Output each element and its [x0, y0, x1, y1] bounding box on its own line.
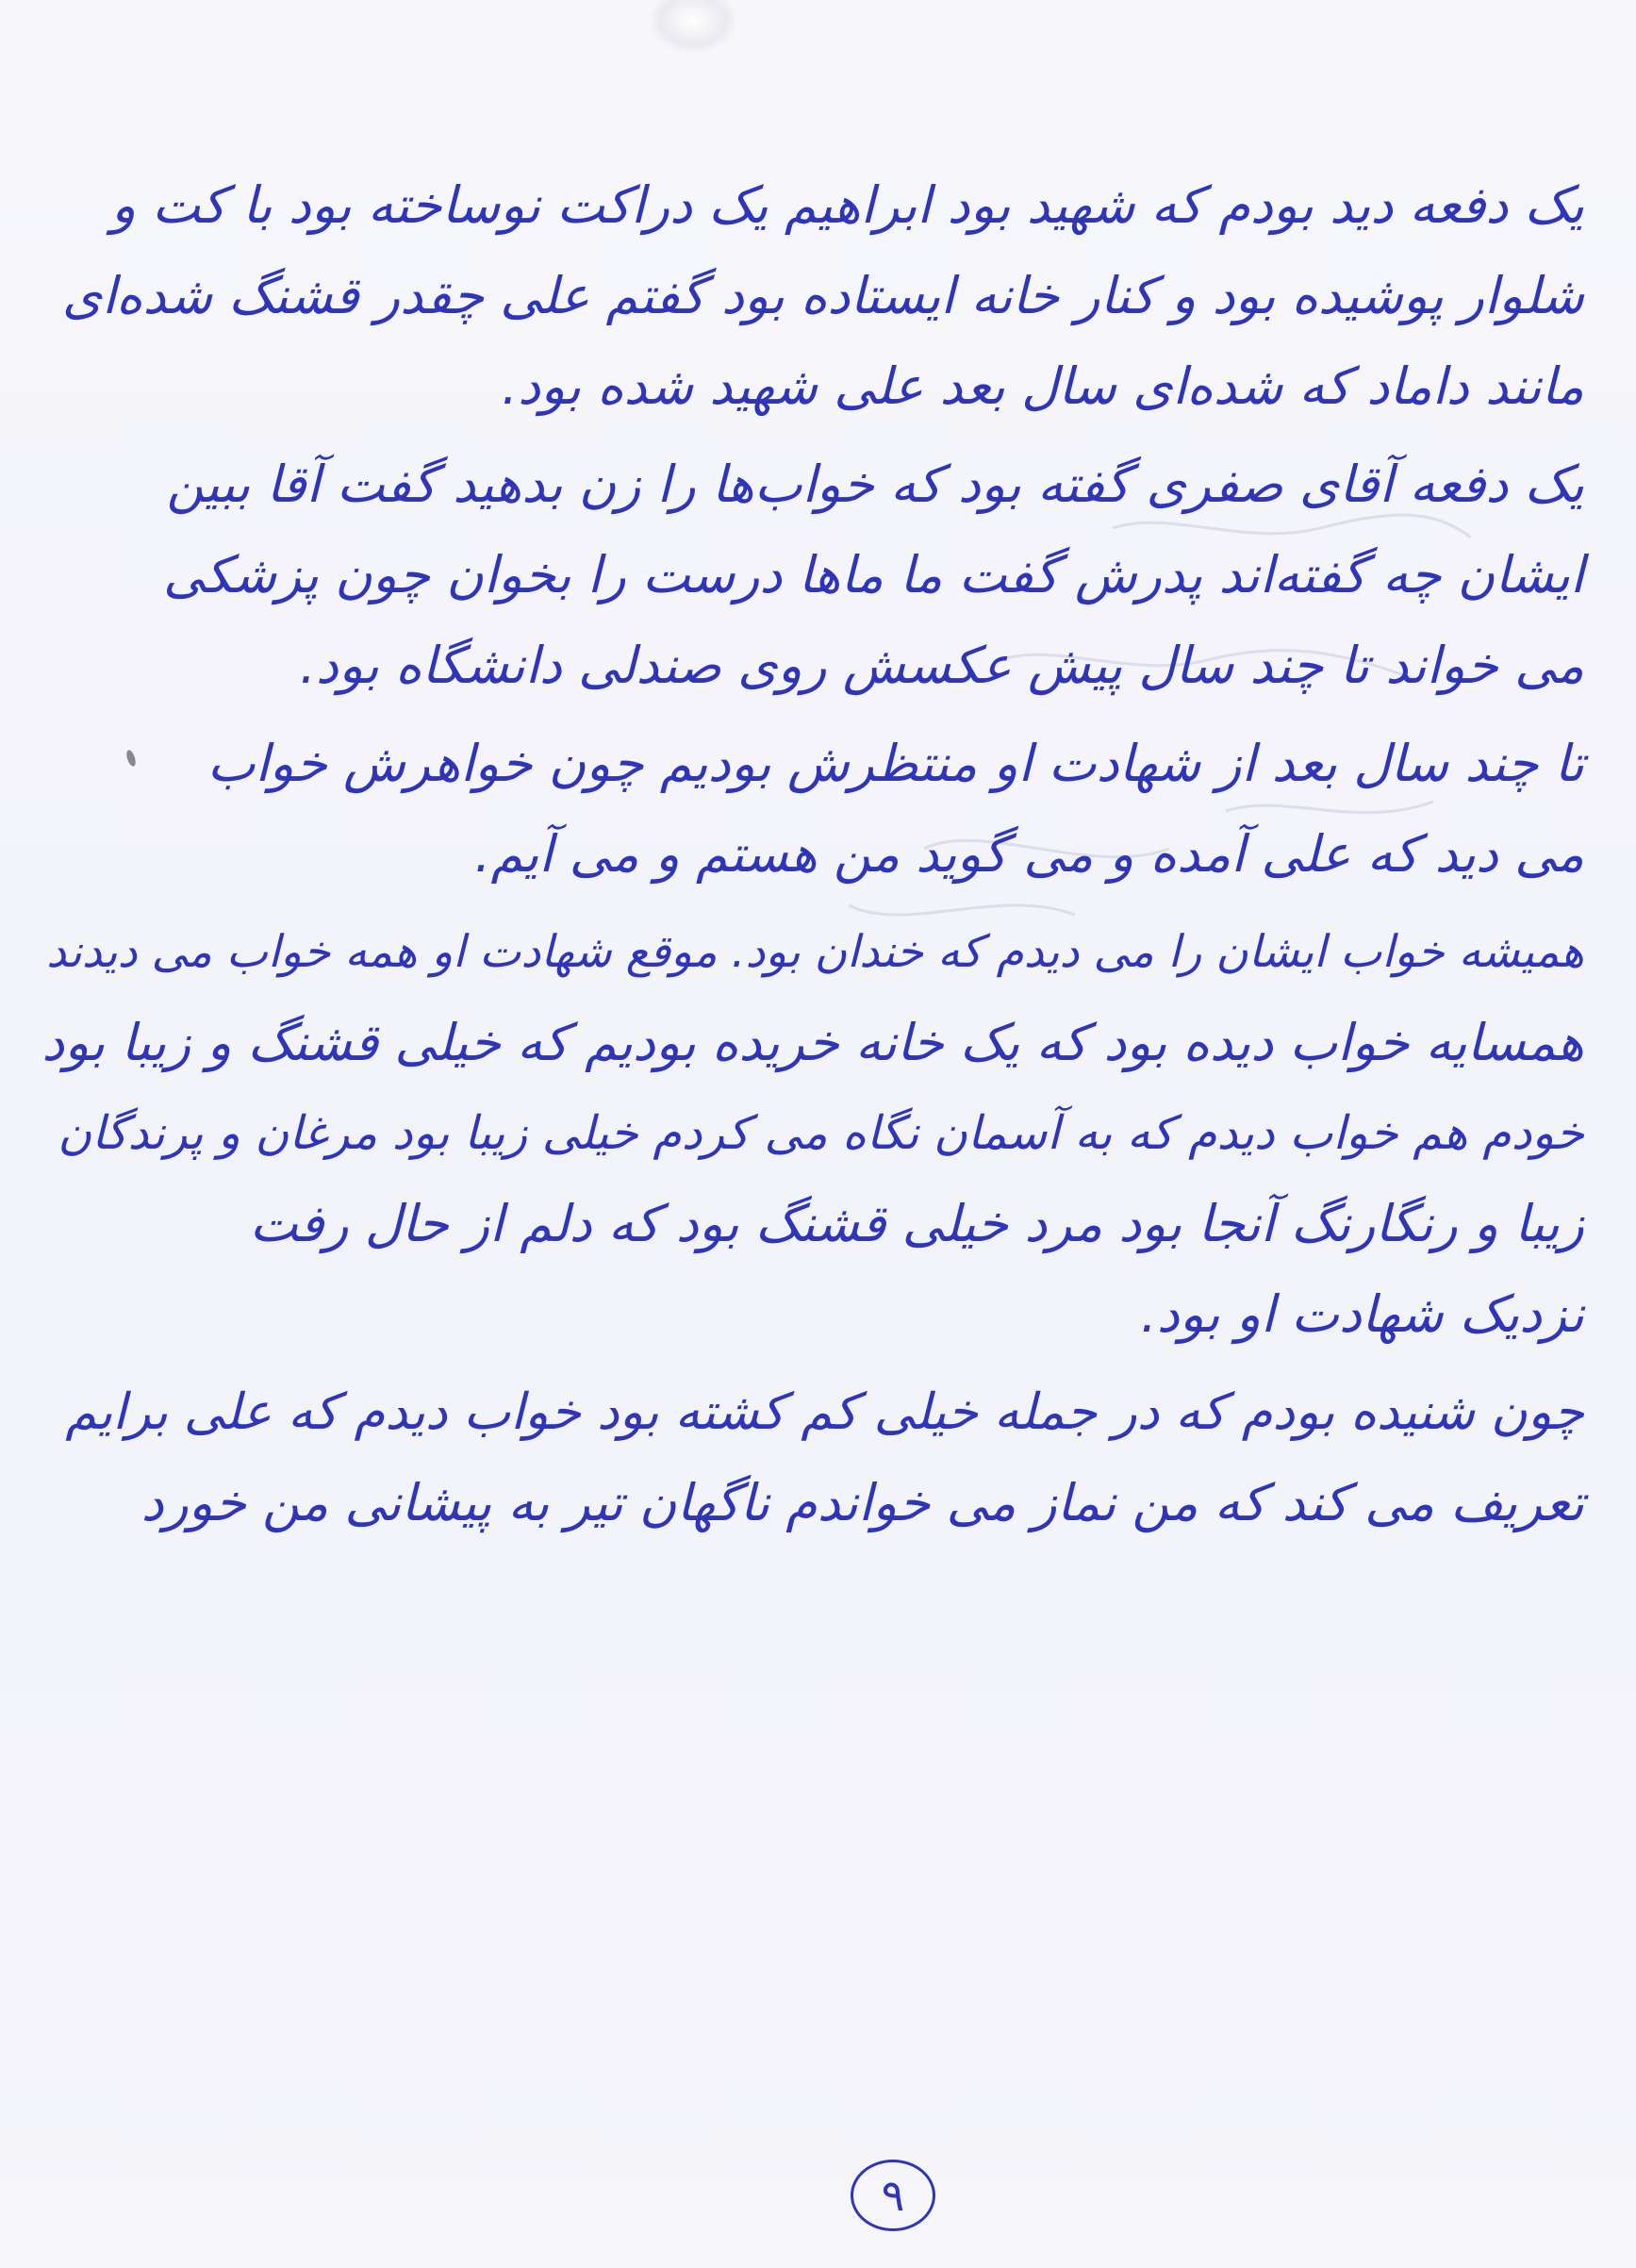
text-line: خودم هم خواب دیدم که به آسمان نگاه می کردم خیلی زیبا بود مرغان و پرندگان [58, 1106, 1584, 1160]
text-line: همیشه خواب ایشان را می دیدم که خندان بود. موقع شهادت او همه خواب می دیدند [46, 926, 1584, 978]
text-line: یک دفعه آقای صفری گفته بود که خواب‌ها را زن بدهید گفت آقا ببین [166, 455, 1584, 514]
text-line: چون شنیده بودم که در جمله خیلی کم کشته بود خواب دیدم که علی برایم [65, 1383, 1584, 1441]
text-line: تا چند سال بعد از شهادت او منتظرش بودیم چون خواهرش خواب [207, 734, 1584, 793]
page-number: ۹ [851, 2160, 935, 2231]
paper-tear-mark [651, 0, 735, 52]
text-line: شلوار پوشیده بود و کنار خانه ایستاده بود گفتم علی چقدر قشنگ شده‌ای [61, 266, 1584, 325]
text-line: ایشان چه گفته‌اند پدرش گفت ما ماها درست را بخوان چون پزشکی [163, 545, 1584, 604]
text-line: تعریف می کند که من نماز می خواندم ناگهان تیر به پیشانی من خورد [140, 1473, 1584, 1532]
text-line: می دید که علی آمده و می گوید من هستم و می آیم. [474, 824, 1584, 884]
handwritten-text [38, 160, 1584, 1548]
text-line: نزدیک شهادت او بود. [1140, 1284, 1584, 1344]
text-line: زیبا و رنگارنگ آنجا بود مرد خیلی قشنگ بود که دلم از حال رفت [249, 1194, 1584, 1253]
text-line: همسایه خواب دیده بود که یک خانه خریده بودیم که خیلی قشنگ و زیبا بود [41, 1013, 1584, 1072]
text-line: مانند داماد که شده‌ای سال بعد علی شهید شده بود. [501, 356, 1584, 416]
text-line: می خواند تا چند سال پیش عکسش روی صندلی دانشگاه بود. [299, 636, 1584, 695]
text-line: یک دفعه دید بودم که شهید بود ابراهیم یک دراکت نوساخته بود با کت و [110, 175, 1584, 235]
